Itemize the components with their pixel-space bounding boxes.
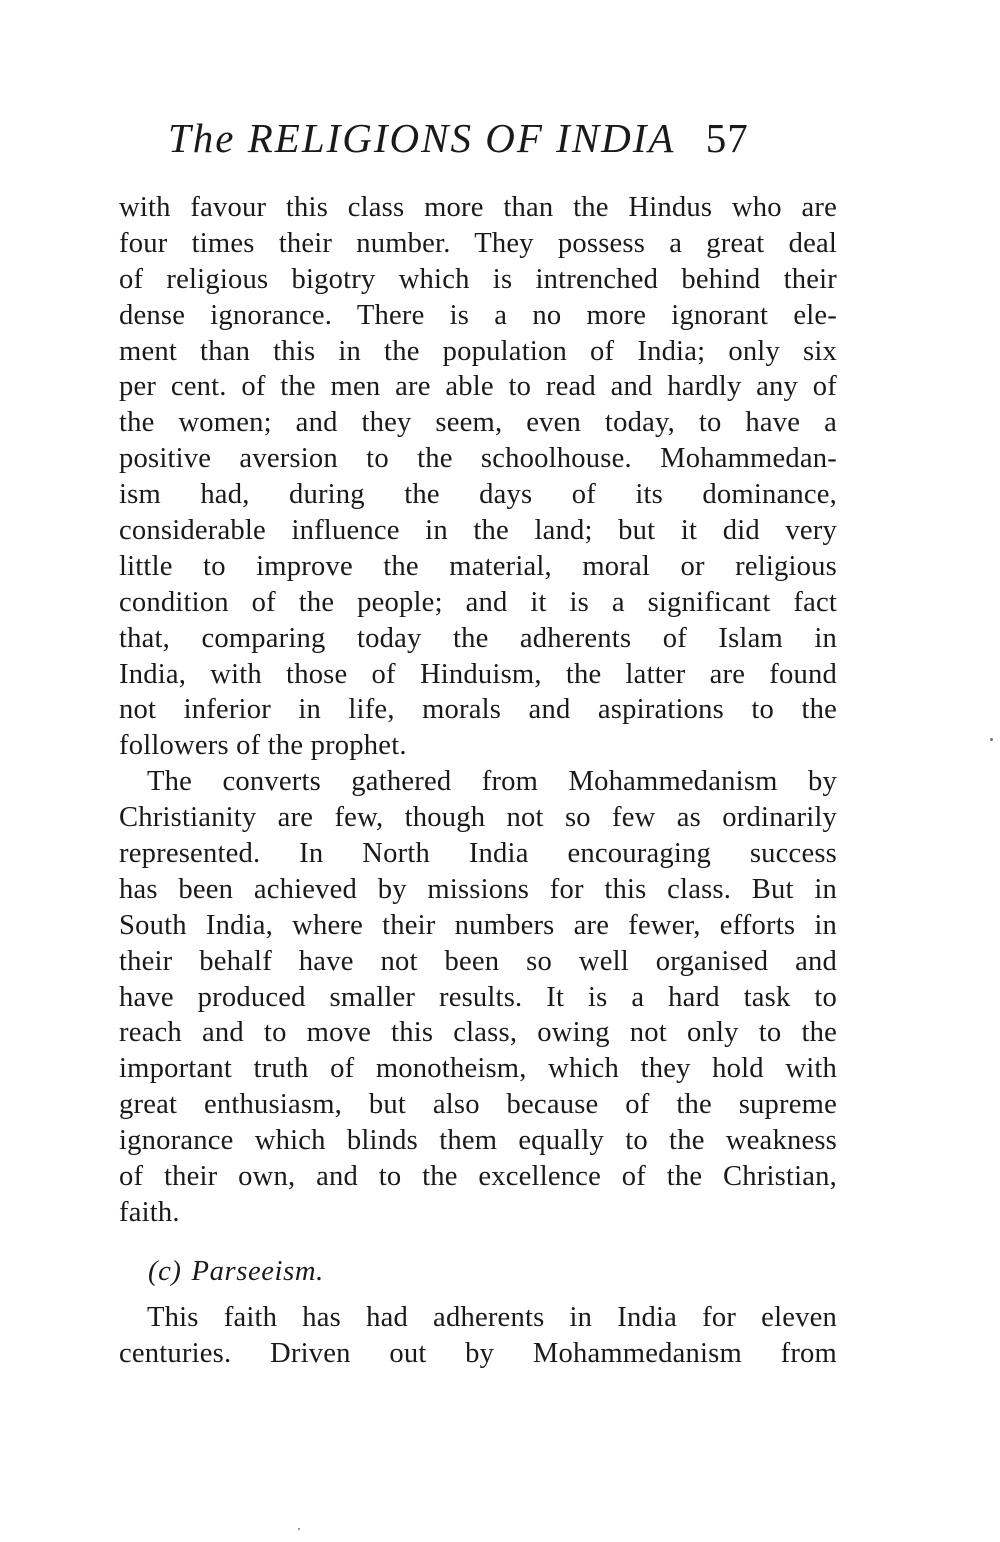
text-line: important truth of monotheism, which they hold with bbox=[119, 1053, 837, 1085]
running-head bbox=[168, 108, 848, 168]
text-line: their behalf have not been so well organised and bbox=[119, 945, 837, 977]
text-line: great enthusiasm, but also because of the supreme bbox=[119, 1089, 837, 1121]
text-line: The converts gathered from Mohammedanism by bbox=[147, 766, 837, 798]
text-line: the women; and they seem, even today, to have a bbox=[119, 407, 837, 439]
text-line: have produced smaller results. It is a hard task to bbox=[119, 981, 837, 1013]
text-line: four times their number. They possess a great deal bbox=[119, 227, 837, 259]
page-number: 57 bbox=[705, 115, 749, 161]
text-line: dense ignorance. There is a no more ignorant ele- bbox=[119, 299, 837, 331]
text-line: Christianity are few, though not so few as ordinarily bbox=[119, 802, 837, 834]
text-line: faith. bbox=[119, 1196, 180, 1228]
text-line: not inferior in life, morals and aspirations to the bbox=[119, 694, 837, 726]
paper-speck bbox=[990, 738, 993, 741]
text-line: This faith has had adherents in India for eleven bbox=[147, 1302, 837, 1333]
text-line: that, comparing today the adherents of Islam in bbox=[119, 622, 837, 654]
text-line: ignorance which blinds them equally to the weakness bbox=[119, 1125, 837, 1157]
text-line: followers of the prophet. bbox=[119, 730, 407, 762]
text-line: ment than this in the population of India; only six bbox=[119, 335, 837, 367]
running-head-title: The RELIGIONS OF INDIA bbox=[168, 115, 676, 161]
section-heading bbox=[148, 1254, 324, 1290]
text-line: ism had, during the days of its dominance, bbox=[119, 479, 837, 511]
body-text bbox=[119, 190, 837, 1231]
text-line: condition of the people; and it is a significant fact bbox=[119, 586, 837, 618]
text-line: considerable influence in the land; but it did very bbox=[119, 515, 837, 547]
text-line: represented. In North India encouraging success bbox=[119, 838, 837, 870]
text-line: positive aversion to the schoolhouse. Mohammedan- bbox=[119, 443, 837, 475]
text-line: centuries. Driven out by Mohammedanism from bbox=[119, 1337, 837, 1369]
text-line: of their own, and to the excellence of the Christian, bbox=[119, 1161, 837, 1193]
text-line: reach and to move this class, owing not only to the bbox=[119, 1017, 837, 1049]
section-title: Parseeism. bbox=[191, 1256, 324, 1287]
paper-speck bbox=[298, 1528, 300, 1530]
text-line: little to improve the material, moral or religious bbox=[119, 550, 837, 582]
text-line: has been achieved by missions for this class. But in bbox=[119, 873, 837, 905]
text-line: South India, where their numbers are fewer, efforts in bbox=[119, 909, 837, 941]
text-line: per cent. of the men are able to read and hardly any of bbox=[119, 371, 837, 403]
section-text bbox=[119, 1300, 837, 1372]
text-line: of religious bigotry which is intrenched behind their bbox=[119, 263, 837, 295]
text-line: India, with those of Hinduism, the latter are found bbox=[119, 658, 837, 690]
section-label: (c) bbox=[148, 1256, 182, 1287]
text-line: with favour this class more than the Hindus who are bbox=[119, 192, 837, 223]
